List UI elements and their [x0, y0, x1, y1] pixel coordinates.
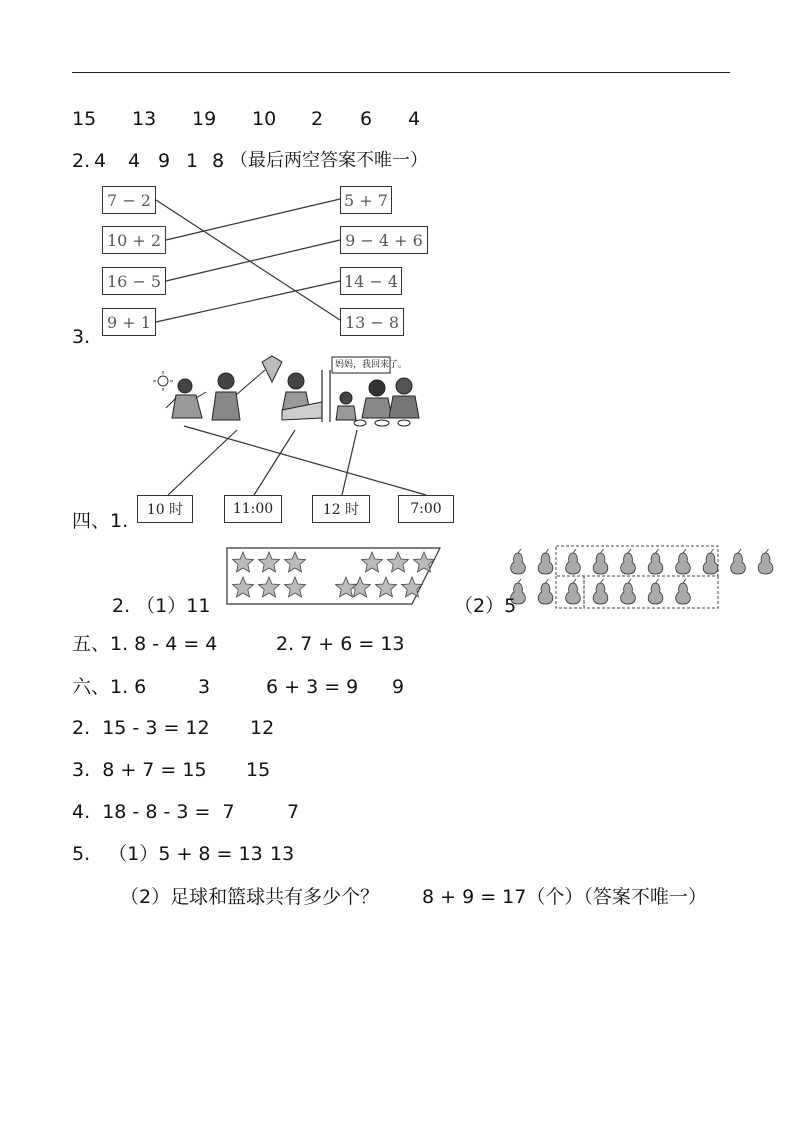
section-6-q1: 六、1. 6	[72, 676, 147, 698]
section-4-q2a: 2. （1）11	[112, 595, 211, 617]
pear-icon	[703, 549, 718, 574]
pear-icon	[758, 549, 773, 574]
left-expression-box: 16 − 5	[102, 267, 166, 295]
clock-time-box: 7:00	[398, 495, 454, 523]
q2-value: 4	[94, 150, 107, 172]
section-6-q2: 2. 15 - 3 = 12	[72, 717, 210, 739]
pear-icon	[621, 549, 636, 574]
section-6-q1-equation: 6 + 3 = 9	[266, 676, 359, 698]
answer-4: 10	[252, 108, 277, 130]
answer-7: 4	[408, 108, 421, 130]
section-5-q2: 2. 7 + 6 = 13	[276, 633, 405, 655]
section-6-q1-answer: 3	[198, 676, 211, 698]
clock-time-box: 12 时	[312, 495, 370, 523]
section-6-q4: 4. 18 - 8 - 3 = 7	[72, 801, 235, 823]
section-6-q5-2: （2）足球和篮球共有多少个？	[120, 886, 380, 908]
answer-3: 19	[192, 108, 217, 130]
q2-note: （最后两空答案不唯一）	[230, 150, 428, 171]
pear-icon	[593, 579, 608, 604]
pear-icon	[648, 549, 663, 574]
q2-value: 1	[186, 150, 199, 172]
left-expression-box: 10 + 2	[102, 226, 166, 254]
q2-value: 4	[128, 150, 141, 172]
section-4-label: 四、1.	[72, 510, 129, 532]
section-6-q3: 3. 8 + 7 = 15	[72, 759, 207, 781]
pear-icon	[511, 549, 526, 574]
pear-icon	[621, 579, 636, 604]
pear-icon	[566, 549, 581, 574]
section-6-q1-result: 9	[392, 676, 405, 698]
q2-label: 2.	[72, 150, 91, 172]
answer-5: 2	[311, 108, 324, 130]
speech-bubble-text: 妈妈，我回来了。	[335, 360, 408, 370]
section-6-q5-1: 5. （1）5 + 8 = 13	[72, 843, 263, 865]
section-6-q5-2-answer: 8 + 9 = 17（个）（答案不唯一）	[422, 886, 707, 908]
left-expression-box: 9 + 1	[102, 308, 156, 336]
section-6-q3-result: 15	[246, 759, 271, 781]
pear-icon	[566, 579, 581, 604]
right-expression-box: 13 − 8	[340, 308, 404, 336]
right-expression-box: 9 − 4 + 6	[340, 226, 428, 254]
pear-icon	[648, 579, 663, 604]
clock-time-box: 10 时	[137, 495, 193, 523]
pear-icon	[676, 549, 691, 574]
pear-icon	[538, 579, 553, 604]
clock-time-box: 11:00	[224, 495, 282, 523]
q2-value: 9	[158, 150, 171, 172]
pear-icon	[676, 579, 691, 604]
answer-1: 15	[72, 108, 97, 130]
q2-value: 8	[212, 150, 225, 172]
right-expression-box: 14 − 4	[340, 267, 402, 295]
section-4-q2b: （2）5	[454, 595, 517, 617]
q3-label: 3.	[72, 326, 91, 348]
pear-icon	[538, 549, 553, 574]
left-expression-box: 7 − 2	[102, 186, 156, 214]
section-6-q5-1-result: 13	[270, 843, 295, 865]
section-6-q2-result: 12	[250, 717, 275, 739]
pear-icon	[731, 549, 746, 574]
section-5-q1: 五、1. 8 - 4 = 4	[72, 633, 218, 655]
answer-2: 13	[132, 108, 157, 130]
section-6-q4-result: 7	[287, 801, 300, 823]
right-expression-box: 5 + 7	[340, 186, 392, 214]
pear-icon	[593, 549, 608, 574]
answer-6: 6	[360, 108, 373, 130]
